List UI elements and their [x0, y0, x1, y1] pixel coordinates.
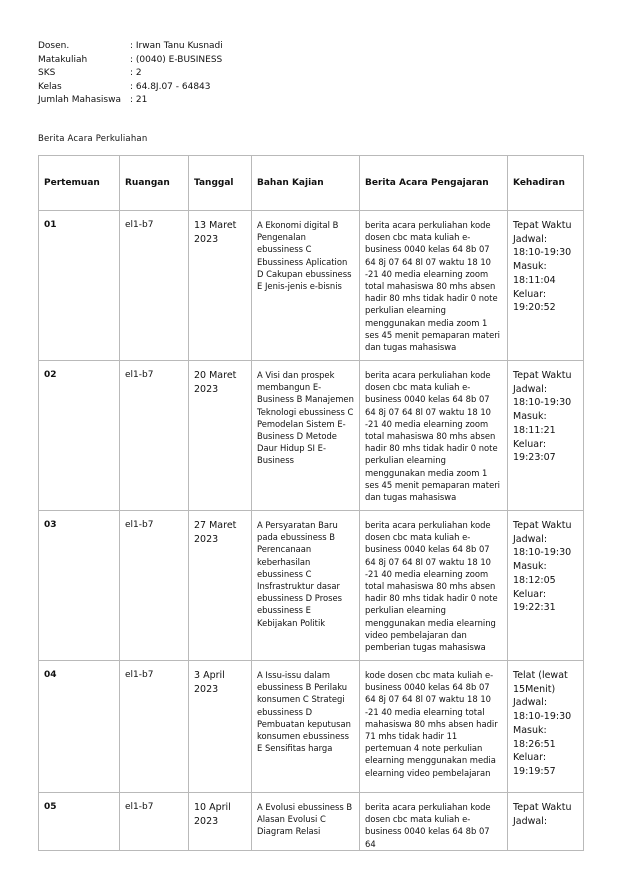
info-label: SKS [38, 68, 56, 79]
cell-tanggal: 10 April 2023 [189, 793, 252, 851]
cell-bahan-kajian: A Issu-issu dalam ebussiness B Perilaku konsumen C Strategi ebussiness D Pembuatan keputusan konsumen ebussiness E Sensifitas harga [252, 661, 360, 793]
info-row-jumlah-mahasiswa [38, 94, 223, 108]
cell-pertemuan: 04 [39, 661, 120, 793]
header-pertemuan: Pertemuan [39, 156, 120, 211]
section-title: Berita Acara Perkuliahan [38, 134, 148, 144]
cell-berita-acara: berita acara perkuliahan kode dosen cbc mata kuliah e-business 0040 kelas 64 8b 07 64 [360, 793, 508, 851]
info-value: : 21 [130, 95, 148, 106]
cell-tanggal: 3 April 2023 [189, 661, 252, 793]
table-row [39, 211, 584, 361]
info-label: Matakuliah [38, 54, 88, 65]
table-row [39, 511, 584, 661]
cell-bahan-kajian: A Visi dan prospek membangun E-Business B Manajemen Teknologi ebussiness C Pemodelan Sistem E-Business D Metode Daur Hidup SI E-Business [252, 361, 360, 511]
header-ruangan: Ruangan [120, 156, 189, 211]
cell-ruangan: el1-b7 [120, 511, 189, 661]
info-row-kelas [38, 81, 223, 95]
cell-pertemuan: 01 [39, 211, 120, 361]
table-row [39, 793, 584, 851]
info-value: : 64.8J.07 - 64843 [130, 81, 211, 92]
berita-acara-table [38, 155, 584, 851]
cell-berita-acara: berita acara perkuliahan kode dosen cbc mata kuliah e-business 0040 kelas 64 8b 07 64 8j 07 64 8l 07 waktu 18 10 -21 40 media elearning zoom total mahasiswa 80 mhs absen hadir 80 mhs tidak hadir 0 note perkulian elearning menggunakan media zoom 1 ses 45 menit pemaparan materi dan tugas mahasiswa [360, 361, 508, 511]
cell-pertemuan: 05 [39, 793, 120, 851]
header-berita-acara: Berita Acara Pengajaran [360, 156, 508, 211]
info-value: : (0040) E-BUSINESS [130, 54, 223, 65]
cell-kehadiran: Telat (lewat 15Menit) Jadwal: 18:10-19:30 Masuk: 18:26:51 Keluar: 19:19:57 [508, 661, 584, 793]
cell-berita-acara: berita acara perkuliahan kode dosen cbc mata kuliah e-business 0040 kelas 64 8b 07 64 8j 07 64 8l 07 waktu 18 10 -21 40 media elearning zoom total mahasiswa 80 mhs absen hadir 80 mhs tidak hadir 0 note perkulian elearning menggunakan media zoom 1 ses 45 menit pemaparan materi dan tugas mahasiswa [360, 211, 508, 361]
cell-bahan-kajian: A Evolusi ebussiness B Alasan Evolusi C Diagram Relasi [252, 793, 360, 851]
cell-pertemuan: 03 [39, 511, 120, 661]
info-row-matakuliah [38, 54, 223, 68]
cell-tanggal: 13 Maret 2023 [189, 211, 252, 361]
course-info [38, 40, 223, 108]
cell-kehadiran: Tepat Waktu Jadwal: [508, 793, 584, 851]
cell-ruangan: el1-b7 [120, 211, 189, 361]
info-row-dosen [38, 40, 223, 54]
info-row-sks [38, 67, 223, 81]
cell-tanggal: 27 Maret 2023 [189, 511, 252, 661]
cell-kehadiran: Tepat Waktu Jadwal: 18:10-19:30 Masuk: 18:11:04 Keluar: 19:20:52 [508, 211, 584, 361]
cell-berita-acara: kode dosen cbc mata kuliah e-business 0040 kelas 64 8b 07 64 8j 07 64 8l 07 waktu 18 10 -21 40 media elearning total mahasiswa 80 mhs absen hadir 71 mhs tidak hadir 11 pertemuan 4 note perkulian elearning menggunakan media elearning video pembelajaran [360, 661, 508, 793]
info-value: : Irwan Tanu Kusnadi [130, 41, 223, 51]
cell-bahan-kajian: A Persyaratan Baru pada ebussiness B Perencanaan keberhasilan ebussiness C Insfrastruktur dasar ebussiness D Proses ebussiness E Kebijakan Politik [252, 511, 360, 661]
cell-bahan-kajian: A Ekonomi digital B Pengenalan ebussiness C Ebussiness Aplication D Cakupan ebussiness E Jenis-jenis e-bisnis [252, 211, 360, 361]
info-label: Dosen. [38, 41, 70, 51]
cell-ruangan: el1-b7 [120, 661, 189, 793]
info-value: : 2 [130, 68, 142, 79]
cell-ruangan: el1-b7 [120, 793, 189, 851]
table-row [39, 361, 584, 511]
cell-kehadiran: Tepat Waktu Jadwal: 18:10-19:30 Masuk: 18:12:05 Keluar: 19:22:31 [508, 511, 584, 661]
info-label: Jumlah Mahasiswa [38, 95, 121, 106]
cell-tanggal: 20 Maret 2023 [189, 361, 252, 511]
cell-pertemuan: 02 [39, 361, 120, 511]
header-tanggal: Tanggal [189, 156, 252, 211]
header-kehadiran: Kehadiran [508, 156, 584, 211]
info-label: Kelas [38, 81, 62, 92]
header-bahan-kajian: Bahan Kajian [252, 156, 360, 211]
table-header-row [39, 156, 584, 211]
cell-ruangan: el1-b7 [120, 361, 189, 511]
cell-kehadiran: Tepat Waktu Jadwal: 18:10-19:30 Masuk: 18:11:21 Keluar: 19:23:07 [508, 361, 584, 511]
cell-berita-acara: berita acara perkuliahan kode dosen cbc mata kuliah e-business 0040 kelas 64 8b 07 64 8j 07 64 8l 07 waktu 18 10 -21 40 media elearning zoom total mahasiswa 80 mhs absen hadir 80 mhs tidak hadir 0 note perkulian elearning menggunakan media elearning video pembelajaran dan pemberian tugas mahasiswa [360, 511, 508, 661]
table-row [39, 661, 584, 793]
